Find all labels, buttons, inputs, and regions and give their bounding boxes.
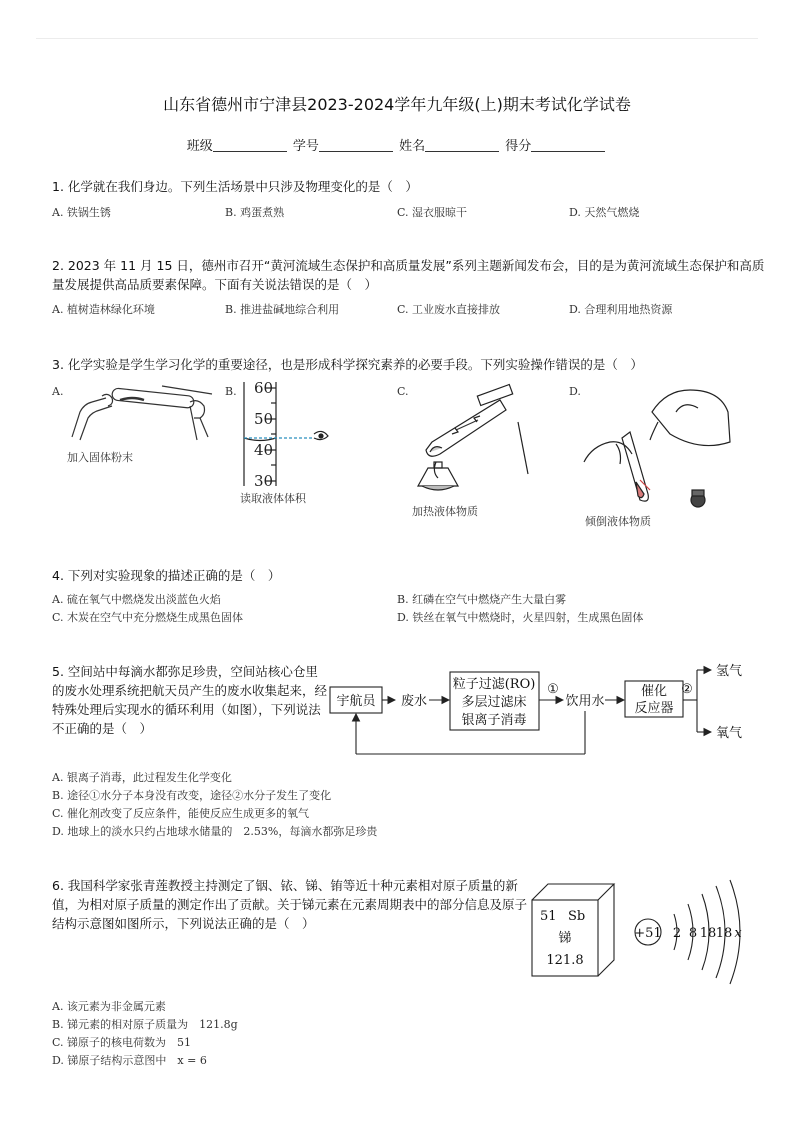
q4-stem: 4. 下列对实验现象的描述正确的是（ ） [52,568,281,583]
q5-stem-line3: 特殊处理后实现水的循环利用（如图），下列说法 [52,702,321,717]
q2-stem-line1: 2. 2023 年 11 月 15 日，德州市召开“黄河流域生态保护和高质量发展”系列主题新闻发布会，目的是为黄河流域生态保护和高质 [52,258,765,273]
student-info-line [0,135,794,154]
q3-stem: 3. 化学实验是学生学习化学的重要途径，也是形成科学探究素养的必要手段。下列实验操作错误的是（ ） [52,357,643,372]
water-cycle-diagram [325,656,765,766]
q3-caption-c: 加热液体物质 [412,505,478,518]
q6-option-b[interactable]: B. 锑元素的相对原子质量为 121.8g [52,1018,238,1031]
q6-stem-line2: 值，为相对原子质量的测定作出了贡献。关于锑元素在元素周期表中的部分信息及原子 [52,897,528,912]
q6-stem-line3: 结构示意图如图所示，下列说法正确的是（ ） [52,916,315,931]
q1-option-b[interactable]: B. 鸡蛋煮熟 [225,206,285,219]
class-label: 班级 [186,139,213,154]
pouring-liquid-illustration [580,382,740,512]
atomic-structure-diagram [630,876,750,986]
catalyst-label-line2: 反应器 [634,701,674,716]
shell-3-electrons: 18 [699,926,717,941]
element-name: 锑 [558,931,572,946]
q6-option-a[interactable]: A. 该元素为非金属元素 [52,1000,166,1013]
q5-option-b[interactable]: B. 途径①水分子本身没有改变，途径②水分子发生了变化 [52,789,332,802]
score-blank[interactable] [531,138,605,152]
q3-caption-d: 倾倒液体物质 [585,515,651,528]
name-label: 姓名 [399,139,426,154]
scale-60: 60 [254,379,274,397]
q1-option-d[interactable]: D. 天然气燃烧 [569,206,640,219]
number-blank[interactable] [319,138,393,152]
q2-stem-line2: 量发展提供高品质要素保障。下面有关说法错误的是（ ） [52,277,378,292]
q3-label-c[interactable]: C. [397,385,409,398]
q3-caption-a: 加入固体粉末 [67,451,133,464]
q3-label-d[interactable]: D. [569,385,581,398]
score-label: 得分 [505,139,532,154]
q4-option-c[interactable]: C. 木炭在空气中充分燃烧生成黑色固体 [52,611,244,624]
route-1-label: ① [547,682,559,697]
process-filter-bed-label: 多层过滤床 [461,695,527,710]
astronaut-label: 宇航员 [336,694,376,709]
q4-option-d[interactable]: D. 铁丝在氧气中燃烧时，火星四射，生成黑色固体 [397,611,644,624]
route-2-label: ② [681,682,693,697]
process-silver-ion-label: 银离子消毒 [461,713,527,728]
q6-option-d[interactable]: D. 锑原子结构示意图中 x = 6 [52,1054,207,1067]
page-title: 山东省德州市宁津县2023-2024学年九年级(上)期末考试化学试卷 [163,95,631,114]
atomic-mass: 121.8 [546,953,584,968]
q4-option-b[interactable]: B. 红磷在空气中燃烧产生大量白雾 [397,593,567,606]
q5-option-d[interactable]: D. 地球上的淡水只约占地球水储量的 2.53%，每滴水都弥足珍贵 [52,825,378,838]
class-blank[interactable] [213,138,287,152]
q2-option-b[interactable]: B. 推进盐碱地综合利用 [225,303,340,316]
element-cell-sb [528,880,618,980]
shell-2-electrons: 8 [688,926,698,941]
q3-label-a[interactable]: A. [52,385,64,398]
q5-option-c[interactable]: C. 催化剂改变了反应条件，能使反应生成更多的氧气 [52,807,310,820]
q2-option-d[interactable]: D. 合理利用地热资源 [569,303,673,316]
waste-water-label: 废水 [400,694,428,709]
q5-stem-line1: 5. 空间站中每滴水都弥足珍贵，空间站核心仓里 [52,664,318,679]
nucleus-charge: +51 [634,926,662,941]
shell-1-electrons: 2 [672,926,682,941]
q6-option-c[interactable]: C. 锑原子的核电荷数为 51 [52,1036,192,1049]
process-ro-label: 粒子过滤(RO) [452,677,536,692]
hydrogen-label: 氢气 [715,664,743,679]
q5-stem-line4: 不正确的是（ ） [52,721,153,736]
header-divider [36,38,758,39]
name-blank[interactable] [425,138,499,152]
q6-stem-line1: 6. 我国科学家张青莲教授主持测定了铟、铱、锑、铕等近十种元素相对原子质量的新 [52,878,518,893]
q1-stem: 1. 化学就在我们身边。下列生活场景中只涉及物理变化的是（ ） [52,179,418,194]
oxygen-label: 氧气 [715,726,743,741]
q3-caption-b: 读取液体体积 [240,492,306,505]
q4-option-a[interactable]: A. 硫在氧气中燃烧发出淡蓝色火焰 [52,593,221,606]
element-symbol: Sb [568,909,586,924]
atomic-number: 51 [540,909,557,924]
scale-30: 30 [254,472,274,490]
shell-4-electrons: 18 [715,926,733,941]
catalyst-label-line1: 催化 [640,684,668,699]
heating-liquid-illustration [408,382,538,500]
shell-5-electrons: x [734,926,742,941]
q1-option-a[interactable]: A. 铁锅生锈 [52,206,111,219]
drinking-water-label: 饮用水 [565,694,605,709]
q5-stem-line2: 的废水处理系统把航天员产生的废水收集起来，经 [52,683,328,698]
q2-option-a[interactable]: A. 植树造林绿化环境 [52,303,155,316]
adding-powder-illustration [62,382,222,452]
q3-label-b[interactable]: B. [225,385,237,398]
q2-option-c[interactable]: C. 工业废水直接排放 [397,303,501,316]
q1-option-c[interactable]: C. 湿衣服晾干 [397,206,468,219]
scale-40: 40 [254,441,274,459]
scale-50: 50 [254,410,274,428]
number-label: 学号 [292,139,319,154]
graduated-cylinder-illustration [236,378,346,490]
q5-option-a[interactable]: A. 银离子消毒，此过程发生化学变化 [52,771,232,784]
